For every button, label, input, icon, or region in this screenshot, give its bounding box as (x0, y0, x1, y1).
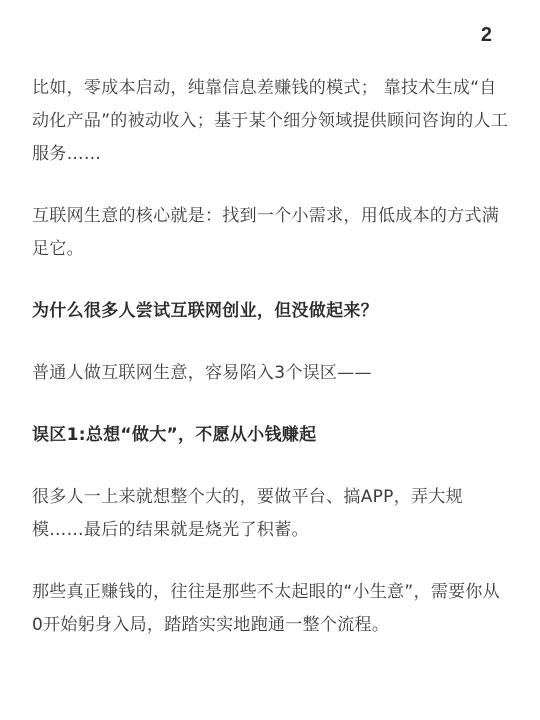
paragraph-three-pitfalls: 普通人做互联网生意，容易陷入3个误区—— (32, 363, 372, 383)
article-body (32, 72, 510, 671)
section-heading-why-fail: 为什么很多人尝试互联网创业，但没做起来？ (32, 301, 378, 321)
paragraph-pitfall-1-detail: 很多人一上来就想整个大的，要做平台、搞APP，弄大规模……最后的结果就是烧光了积蓄。 (32, 487, 463, 540)
pitfall-1-heading: 误区1:总想“做大”，不愿从小钱赚起 (32, 425, 317, 445)
paragraph-core-idea: 互联网生意的核心就是：找到一个小需求，用低成本的方式满足它。 (32, 206, 500, 259)
paragraph-examples: 比如，零成本启动，纯靠信息差赚钱的模式； 靠技术生成“自动化产品”的被动收入；基于某个细分领域提供顾问咨询的人工服务…… (32, 78, 509, 164)
page-number: 2 (480, 24, 492, 46)
paragraph-small-business: 那些真正赚钱的，往往是那些不太起眼的“小生意”，需要你从0开始躬身入局，踏踏实实地跑通一整个流程。 (32, 582, 501, 635)
